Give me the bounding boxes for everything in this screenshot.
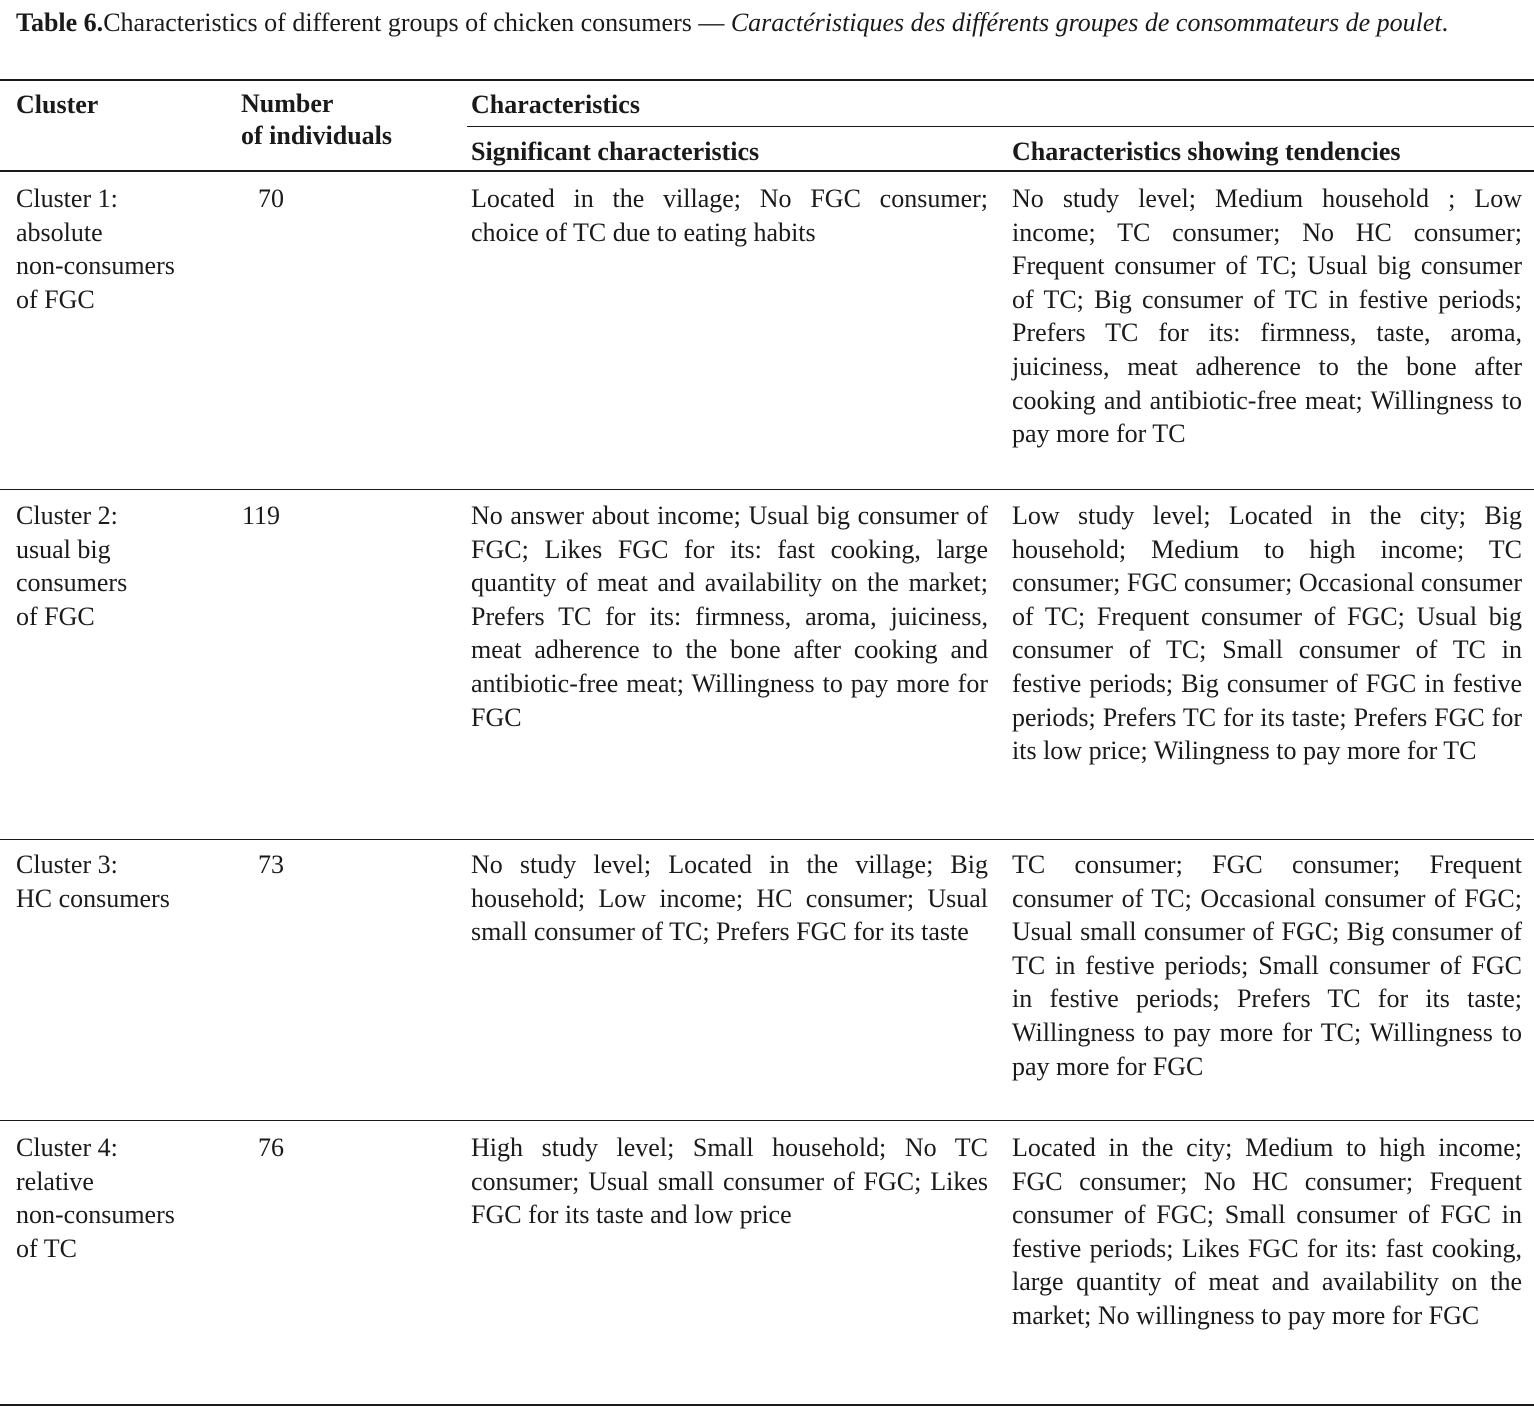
row4-tendencies: Located in the city; Medium to high income; FGC consumer; No HC consumer; Frequent consumer of FGC; Small consumer of FGC in festive periods; Likes FGC for its: fast cooking, large quantity of meat and availability on the market; No willingness to pay more for FGC (1012, 1133, 1522, 1330)
title-separator: — (691, 8, 731, 37)
top-rule (0, 79, 1534, 81)
header-significant: Significant characteristics (471, 137, 760, 166)
row4-cluster: Cluster 4: relative non-consumers of TC (16, 1133, 175, 1263)
header-number: Number of individuals (241, 89, 393, 150)
row3-bottom-rule (0, 1120, 1534, 1121)
row3-number: 73 (258, 850, 284, 879)
row2-cluster: Cluster 2: usual big consumers of FGC (16, 501, 128, 631)
table-label: Table 6. (16, 8, 104, 37)
header-cluster: Cluster (16, 90, 99, 119)
row2-tendencies: Low study level; Located in the city; Big household; Medium to high income; TC consumer; FGC consumer; Occasional consumer of TC; Frequent consumer of FGC; Usual big consumer of TC; Small consumer of TC in festive periods; Big consumer of FGC in festive periods; Prefers TC for its taste; Prefers FGC for its low price; Wilingness to pay more for TC (1012, 501, 1522, 766)
row1-cluster: Cluster 1: absolute non-consumers of FGC (16, 184, 175, 314)
row4-number: 76 (258, 1133, 284, 1162)
row2-number: 119 (242, 501, 281, 530)
title-end: . (1441, 8, 1449, 37)
header-characteristics: Characteristics (471, 90, 640, 119)
characteristics-underline (467, 126, 1534, 127)
header-tendencies: Characteristics showing tendencies (1012, 137, 1401, 166)
row4-significant: High study level; Small household; No TC consumer; Usual small consumer of FGC; Likes FGC for its taste and low price (471, 1133, 988, 1230)
row3-tendencies: TC consumer; FGC consumer; Frequent consumer of TC; Occasional consumer of FGC; Usual small consumer of FGC; Big consumer of TC in festive periods; Small consumer of FGC in festive periods; Prefers TC for its taste; Willingness to pay more for TC; Willingness to pay more for FGC (1012, 850, 1522, 1081)
table-title-fr: Caractéristiques des différents groupes de consommateurs de poulet (730, 8, 1442, 37)
row2-significant: No answer about income; Usual big consumer of FGC; Likes FGC for its: fast cooking, large quantity of meat and availability on the market; Prefers TC for its: firmness, aroma, juiciness, meat adherence to the bone after cooking and antibiotic-free meat; Willingness to pay more for FGC (471, 501, 988, 732)
row3-cluster: Cluster 3: HC consumers (16, 850, 170, 913)
row1-tendencies: No study level; Medium household ; Low income; TC consumer; No HC consumer; Frequent consumer of TC; Usual big consumer of TC; Big consumer of TC in festive periods; Prefers TC for its: firmness, taste, aroma, juiciness, meat adherence to the bone after cooking and antibiotic-free meat; Willingness to pay more for TC (1012, 184, 1522, 449)
row1-significant: Located in the village; No FGC consumer; choice of TC due to eating habits (471, 184, 988, 247)
row1-number: 70 (258, 184, 284, 213)
table-caption (16, 6, 1522, 39)
row3-significant: No study level; Located in the village; Big household; Low income; HC consumer; Usual small consumer of TC; Prefers FGC for its taste (471, 850, 988, 947)
table-title-en: Characteristics of different groups of chicken consumers (103, 8, 692, 37)
row1-bottom-rule (0, 489, 1534, 490)
bottom-rule (0, 1404, 1534, 1406)
header-bottom-rule (0, 170, 1534, 172)
row2-bottom-rule (0, 839, 1534, 840)
